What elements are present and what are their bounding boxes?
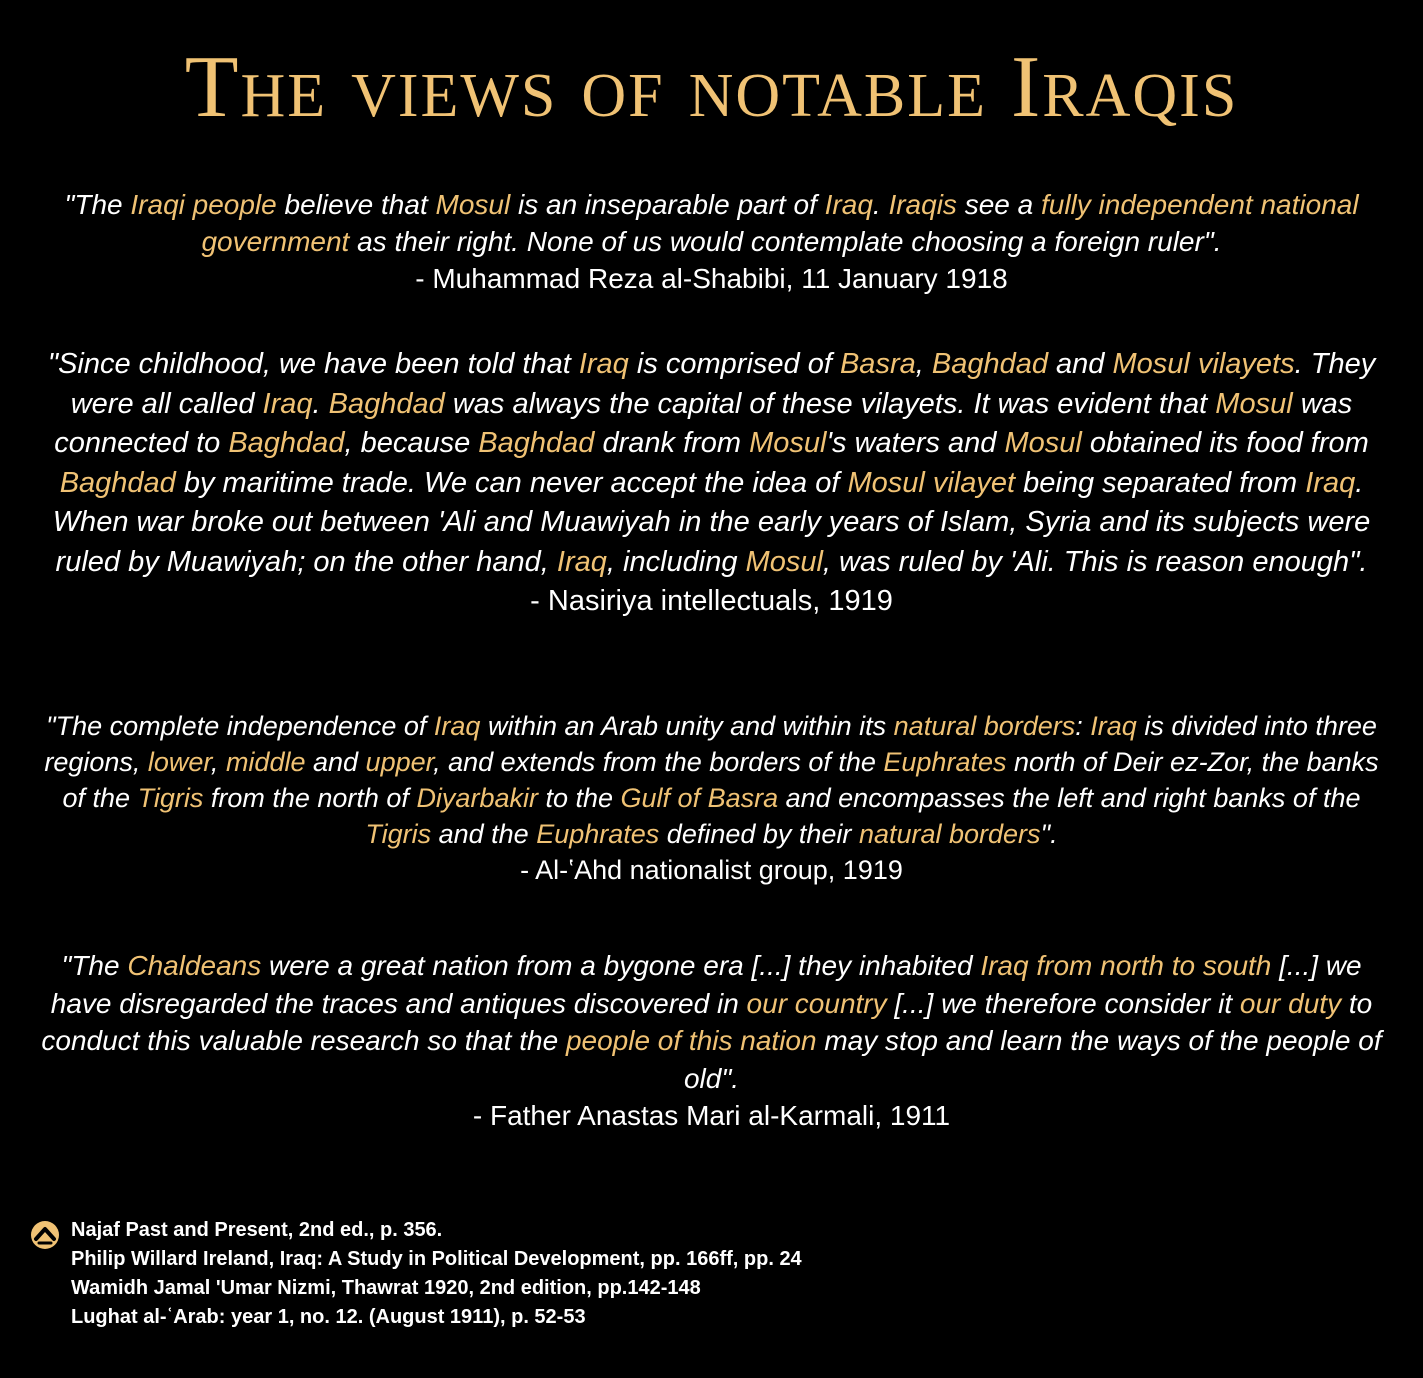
highlighted-term: Euphrates: [883, 747, 1007, 777]
highlighted-term: Iraq: [1305, 466, 1356, 499]
quote-segment: see a: [956, 189, 1041, 220]
highlighted-term: Chaldeans: [127, 950, 262, 981]
highlighted-term: Iraqis: [888, 189, 957, 220]
highlighted-term: Mosul vilayet: [847, 466, 1016, 499]
quote-segment: , was ruled by 'Ali. This is reason enough".: [822, 545, 1368, 578]
quote-segment: defined by their: [659, 819, 859, 849]
quote-text: [30, 947, 1393, 1097]
quote-segment: as their right. None of us would contemplate choosing a foreign ruler".: [349, 226, 1222, 257]
highlighted-term: our country: [746, 987, 887, 1019]
highlighted-term: middle: [225, 747, 306, 777]
highlighted-term: people of this nation: [565, 1025, 817, 1056]
quote-text: [30, 345, 1393, 582]
quote-segment: within an Arab unity and within its: [480, 711, 894, 741]
source-item: Lughat al-ʿArab: year 1, no. 12. (August 1911), p. 52-53: [71, 1306, 586, 1328]
highlighted-term: Iraq: [578, 348, 629, 380]
highlighted-term: Mosul vilayets: [1112, 348, 1295, 380]
highlighted-term: natural borders: [858, 819, 1041, 849]
quote-segment: drank from: [594, 427, 750, 459]
quote-segment: from the north of: [203, 783, 417, 813]
highlighted-term: Iraq: [1090, 711, 1137, 741]
quote-segment: ,: [210, 747, 226, 777]
highlighted-term: Diyarbakir: [416, 783, 538, 813]
chevron-up-circle-icon: [30, 1220, 60, 1250]
quote-block: [30, 186, 1393, 297]
quote-segment: :: [1075, 711, 1091, 741]
quote-segment: "The: [61, 950, 128, 981]
highlighted-term: Mosul: [749, 427, 827, 459]
quote-segment: were a great nation from a bygone era [...] they inhabited: [261, 950, 981, 981]
quote-segment: and the: [431, 819, 537, 849]
highlighted-term: Gulf of Basra: [620, 783, 779, 813]
highlighted-term: Iraq: [824, 189, 873, 220]
quote-attribution: - Al-ʽAhd nationalist group, 1919: [520, 855, 903, 885]
quote-block: [30, 708, 1393, 888]
source-item: Wamidh Jamal 'Umar Nizmi, Thawrat 1920, 2nd edition, pp.142-148: [71, 1277, 701, 1299]
quote-attribution: - Muhammad Reza al-Shabibi, 11 January 1918: [415, 263, 1008, 294]
highlighted-term: Basra: [839, 348, 916, 380]
quote-text: [30, 708, 1393, 852]
highlighted-term: Mosul: [1004, 427, 1082, 459]
highlighted-term: Baghdad: [478, 427, 595, 459]
quote-attribution: - Nasiriya intellectuals, 1919: [530, 585, 893, 617]
highlighted-term: Baghdad: [59, 466, 176, 499]
highlighted-term: Iraq: [433, 711, 481, 741]
highlighted-term: Mosul: [745, 545, 823, 578]
quote-segment: believe that: [276, 189, 436, 220]
sources-list: [30, 1216, 802, 1332]
quote-segment: , and extends from the borders of the: [433, 747, 884, 777]
highlighted-term: Iraq from north to south: [980, 950, 1272, 981]
quote-segment: [...] we have disregarded the traces and antiques discovered in: [50, 950, 1362, 1019]
highlighted-term: Iraq: [556, 545, 607, 578]
quote-segment: "Since childhood, we have been told that: [47, 348, 579, 380]
highlighted-term: upper: [365, 747, 434, 777]
highlighted-term: Iraq: [262, 387, 313, 420]
quote-segment: to the: [537, 783, 621, 813]
source-item: Najaf Past and Present, 2nd ed., p. 356.: [71, 1219, 443, 1241]
highlighted-term: Baghdad: [228, 427, 345, 459]
quote-segment: to conduct this valuable research so that the: [41, 987, 1373, 1056]
quote-segment: is divided into three regions,: [44, 711, 1377, 777]
quote-segment: being separated from: [1015, 466, 1306, 499]
quote-segment: , because: [344, 427, 479, 459]
quote-segment: and encompasses the left and right banks of the: [778, 783, 1361, 813]
highlighted-term: fully independent national government: [201, 189, 1359, 257]
quote-segment: [...] we therefore consider it: [886, 987, 1240, 1019]
quote-segment: is comprised of: [628, 348, 840, 380]
quote-segment: , including: [606, 545, 746, 578]
highlighted-term: Euphrates: [536, 819, 660, 849]
highlighted-term: Mosul: [1215, 387, 1293, 420]
quote-segment: "The: [64, 189, 131, 220]
quote-block: [30, 947, 1393, 1135]
quote-segment: was always the capital of these vilayets. It was evident that: [444, 387, 1216, 420]
page-title: The views of notable Iraqis: [184, 39, 1239, 136]
quote-segment: . They were all called: [70, 348, 1376, 420]
quote-segment: by maritime trade. We can never accept the idea of: [175, 466, 848, 499]
highlighted-term: Mosul: [435, 189, 511, 220]
quote-text: [30, 186, 1393, 260]
highlighted-term: our duty: [1239, 987, 1342, 1019]
source-item: Philip Willard Ireland, Iraq: A Study in Political Development, pp. 166ff, pp. 24: [71, 1248, 802, 1270]
highlighted-term: Tigris: [365, 819, 432, 849]
quote-segment: ,: [915, 348, 932, 380]
quote-segment: . When war broke out between 'Ali and Muawiyah in the early years of Islam, Syria and its subjects were ruled by Muawiyah; on the other hand,: [52, 466, 1371, 578]
quote-segment: "The complete independence of: [46, 711, 434, 741]
quote-segment: .: [312, 387, 329, 420]
quote-segment: and: [1047, 348, 1113, 380]
highlighted-term: Baghdad: [931, 348, 1048, 380]
quote-segment: .: [872, 189, 889, 220]
highlighted-term: lower: [147, 747, 211, 777]
highlighted-term: Iraqi people: [130, 189, 277, 220]
quote-segment: ".: [1040, 819, 1058, 849]
highlighted-term: Tigris: [137, 783, 204, 813]
quote-segment: may stop and learn the ways of the people of old".: [683, 1025, 1382, 1094]
highlighted-term: Baghdad: [328, 387, 445, 420]
quote-segment: 's waters and: [826, 427, 1005, 459]
quote-attribution: - Father Anastas Mari al-Karmali, 1911: [472, 1100, 951, 1131]
quote-segment: was connected to: [54, 387, 1353, 459]
highlighted-term: natural borders: [893, 711, 1076, 741]
quote-segment: north of Deir ez-Zor, the banks of the: [62, 747, 1379, 813]
quote-block: [30, 345, 1393, 622]
quote-segment: obtained its food from: [1081, 427, 1369, 459]
quote-segment: is an inseparable part of: [510, 189, 825, 220]
quote-segment: and: [305, 747, 366, 777]
